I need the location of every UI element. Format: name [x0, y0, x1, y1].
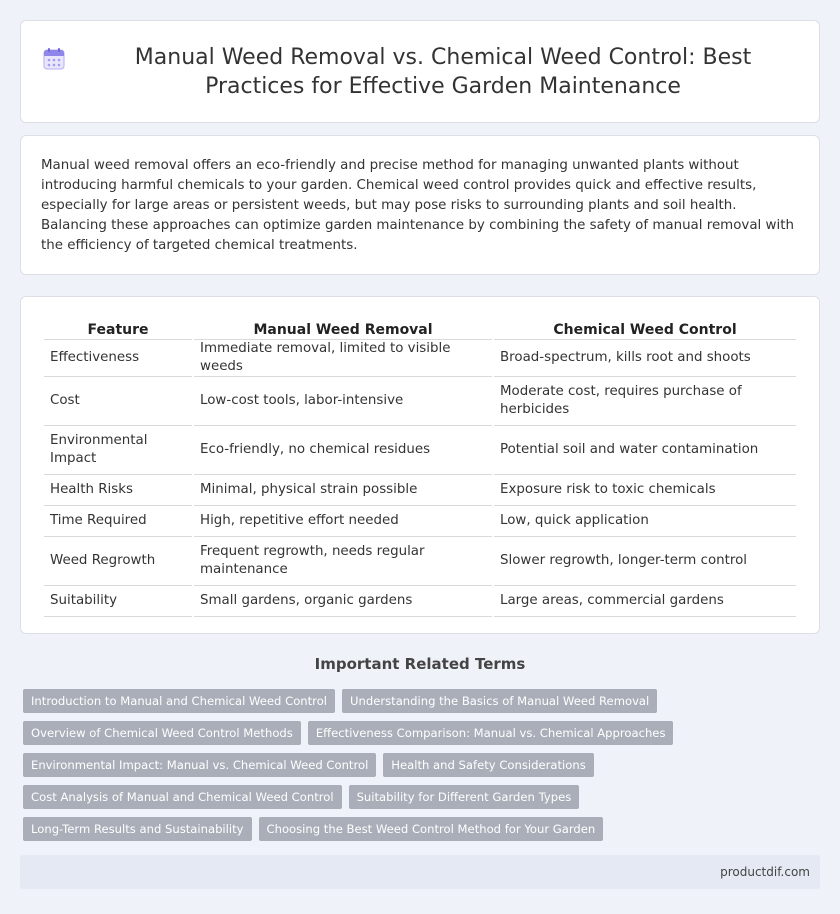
- table-row: [44, 475, 796, 506]
- intro-paragraph: Manual weed removal offers an eco-friendly and precise method for managing unwanted plants without introducing harmful chemicals to your garden. Chemical weed control provides quick and effective results, especially for large areas or persistent weeds, but may pose risks to surrounding plants and soil health. Balancing these approaches can optimize garden maintenance by combining the safety of manual removal with the efficiency of targeted chemical treatments.: [41, 158, 794, 253]
- column-header-chemical: Chemical Weed Control: [494, 317, 796, 340]
- related-terms-list: [20, 689, 810, 841]
- manual-cell: Immediate removal, limited to visible weeds: [194, 340, 492, 377]
- calendar-icon: [42, 47, 66, 71]
- feature-cell: Suitability: [44, 586, 192, 617]
- chemical-cell: Broad-spectrum, kills root and shoots: [494, 340, 796, 377]
- column-header-manual: Manual Weed Removal: [194, 317, 492, 340]
- manual-cell: Low-cost tools, labor-intensive: [194, 377, 492, 426]
- chemical-cell: Moderate cost, requires purchase of herbicides: [494, 377, 796, 426]
- header-card: [20, 20, 820, 123]
- page-title: Manual Weed Removal vs. Chemical Weed Control: Best Practices for Effective Garden Maintenance: [134, 44, 752, 99]
- related-term-tag[interactable]: Cost Analysis of Manual and Chemical Weed Control: [23, 785, 342, 809]
- related-term-tag[interactable]: Overview of Chemical Weed Control Methods: [23, 721, 301, 745]
- related-term-tag[interactable]: Suitability for Different Garden Types: [349, 785, 580, 809]
- manual-cell: Minimal, physical strain possible: [194, 475, 492, 506]
- table-header-row: [44, 317, 796, 340]
- footer: [20, 855, 820, 889]
- feature-cell: Effectiveness: [44, 340, 192, 377]
- comparison-table-card: [20, 296, 820, 634]
- table-row: [44, 586, 796, 617]
- related-term-tag[interactable]: Choosing the Best Weed Control Method for Your Garden: [259, 817, 604, 841]
- related-term-tag[interactable]: Environmental Impact: Manual vs. Chemical Weed Control: [23, 753, 376, 777]
- intro-card: [20, 135, 820, 275]
- chemical-cell: Potential soil and water contamination: [494, 426, 796, 475]
- table-row: [44, 506, 796, 537]
- feature-cell: Environmental Impact: [44, 426, 192, 475]
- related-terms-title: Important Related Terms: [314, 655, 526, 673]
- feature-cell: Weed Regrowth: [44, 537, 192, 586]
- related-term-tag[interactable]: Health and Safety Considerations: [383, 753, 593, 777]
- table-row: [44, 377, 796, 426]
- related-term-tag[interactable]: Understanding the Basics of Manual Weed Removal: [342, 689, 657, 713]
- feature-cell: Cost: [44, 377, 192, 426]
- chemical-cell: Exposure risk to toxic chemicals: [494, 475, 796, 506]
- manual-cell: Eco-friendly, no chemical residues: [194, 426, 492, 475]
- comparison-table: [42, 317, 798, 617]
- table-row: [44, 426, 796, 475]
- manual-cell: High, repetitive effort needed: [194, 506, 492, 537]
- related-term-tag[interactable]: Effectiveness Comparison: Manual vs. Chemical Approaches: [308, 721, 674, 745]
- related-term-tag[interactable]: Long-Term Results and Sustainability: [23, 817, 252, 841]
- chemical-cell: Large areas, commercial gardens: [494, 586, 796, 617]
- table-row: [44, 340, 796, 377]
- related-term-tag[interactable]: Introduction to Manual and Chemical Weed Control: [23, 689, 335, 713]
- manual-cell: Frequent regrowth, needs regular maintenance: [194, 537, 492, 586]
- footer-site-link[interactable]: productdif.com: [720, 865, 810, 879]
- chemical-cell: Slower regrowth, longer-term control: [494, 537, 796, 586]
- chemical-cell: Low, quick application: [494, 506, 796, 537]
- manual-cell: Small gardens, organic gardens: [194, 586, 492, 617]
- title-wrap: [42, 43, 798, 101]
- feature-cell: Health Risks: [44, 475, 192, 506]
- feature-cell: Time Required: [44, 506, 192, 537]
- table-row: [44, 537, 796, 586]
- column-header-feature: Feature: [44, 317, 192, 340]
